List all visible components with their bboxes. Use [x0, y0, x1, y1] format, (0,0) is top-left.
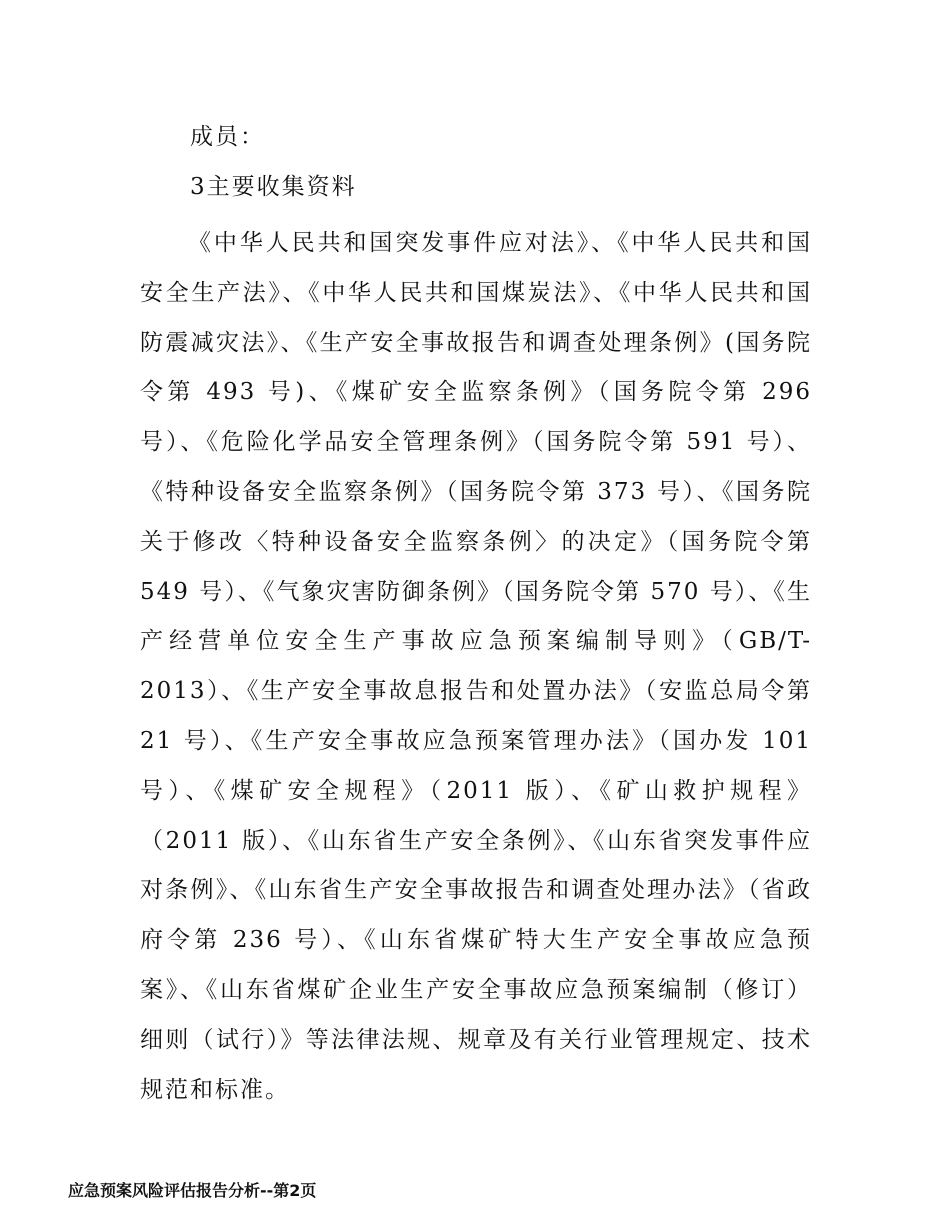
section-heading: 3主要收集资料 [190, 174, 357, 200]
body-paragraph: 《中华人民共和国突发事件应对法》、《中华人民共和国安全生产法》、《中华人民共和国煤炭法》、《中华人民共和国防震减灾法》、《生产安全事故报告和调查处理条例》(国务院令第 493 号)、《煤矿安全监察条例》（国务院令第 296 号）、《危险化学品安全管理条例》（国务院令第 591 号）、《特种设备安全监察条例》（国务院令第 373 号）、《国务院关于修改〈特种设备安全监察条例〉的决定》（国务院令第 549 号）、《气象灾害防御条例》（国务院令第 570 号）、《生产经营单位安全生产事故应急预案编制导则》（GB/T-2013）、《生产安全事故息报告和处置办法》（安监总局令第 21 号）、《生产安全事故应急预案管理办法》（国办发 101 号）、《煤矿安全规程》（2011 版）、《矿山救护规程》（2011 版）、《山东省生产安全条例》、《山东省突发事件应对条例》、《山东省生产安全事故报告和调查处理办法》（省政府令第 236 号）、《山东省煤矿特大生产安全事故应急预案》、《山东省煤矿企业生产安全事故应急预案编制（修订）细则（试行）》等法律法规、规章及有关行业管理规定、技术规范和标准。 [140, 230, 812, 1103]
page-footer: 应急预案风险评估报告分析--第2页 [68, 1181, 317, 1200]
members-label: 成员： [190, 124, 265, 150]
